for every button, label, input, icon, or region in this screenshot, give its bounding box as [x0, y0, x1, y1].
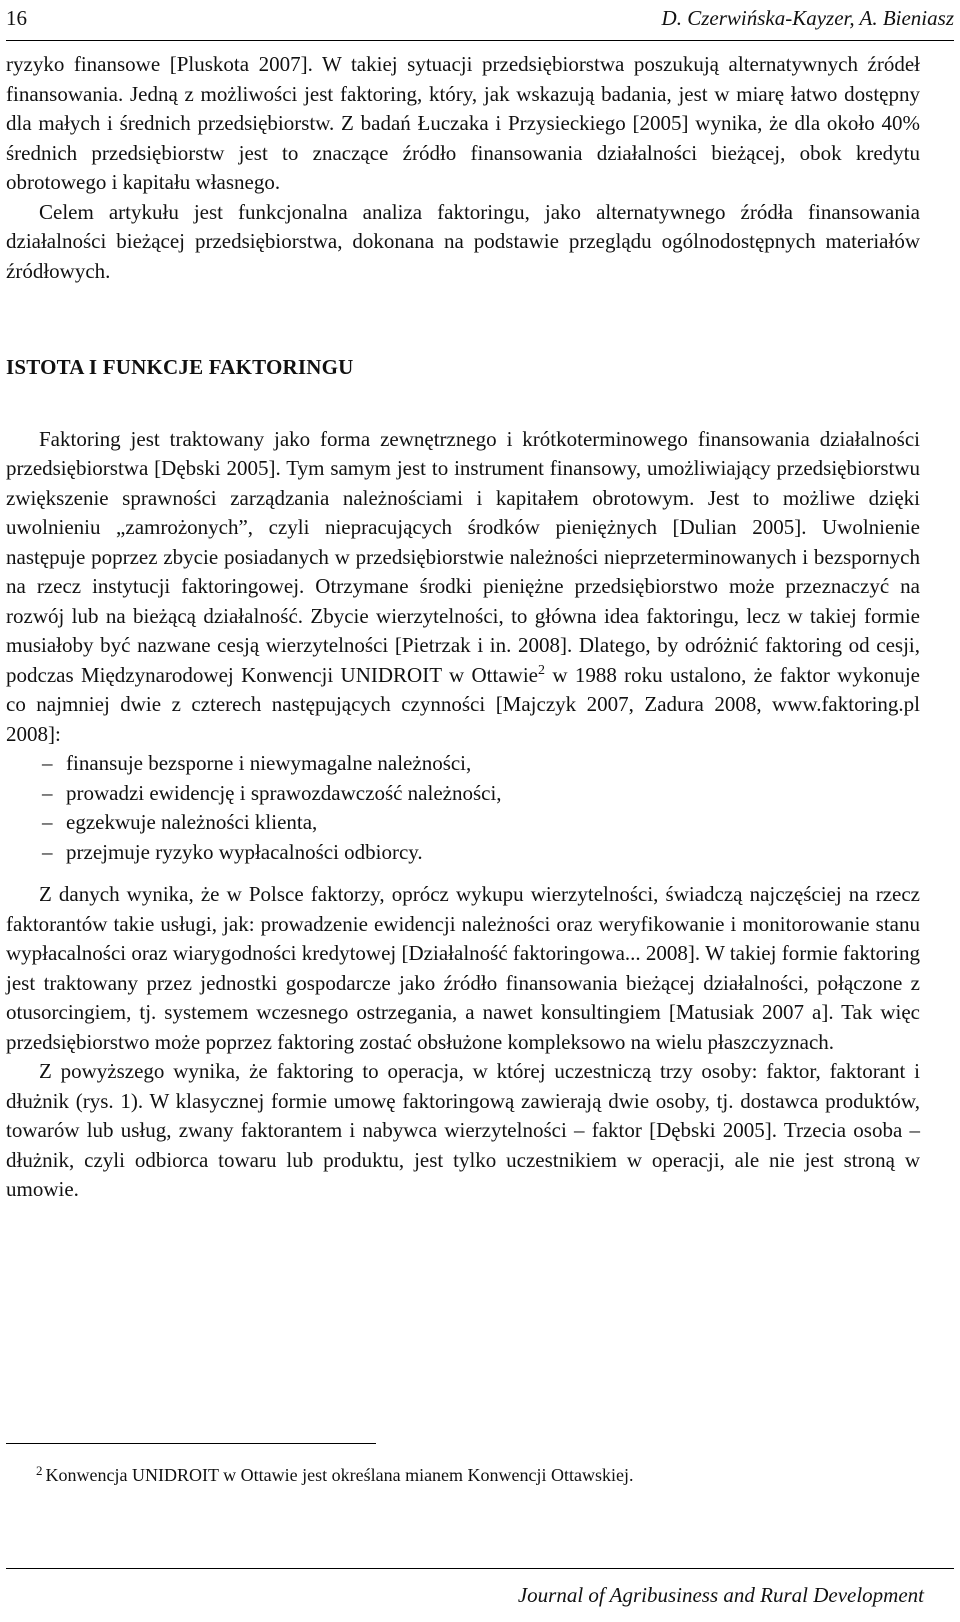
- list-item-text: egzekwuje należności klienta,: [66, 810, 318, 834]
- dash-bullet: –: [42, 780, 53, 805]
- list-item: [6, 779, 920, 809]
- list-item-text: przejmuje ryzyko wypłacalności odbiorcy.: [66, 839, 423, 864]
- footer-divider: [6, 1568, 954, 1569]
- list-item-text: finansuje bezsporne i niewymagalne należności,: [66, 751, 472, 775]
- section-heading: ISTOTA I FUNKCJE FAKTORINGU: [6, 355, 354, 379]
- main-text: [6, 50, 920, 1205]
- footnote-marker: 2: [36, 1463, 43, 1478]
- journal-footer: Journal of Agribusiness and Rural Development: [517, 1583, 924, 1607]
- paragraph: [6, 425, 920, 750]
- paragraph: Z danych wynika, że w Polsce faktorzy, oprócz wykupu wierzytelności, świadczą najczęściej na rzecz faktorantów takie usługi, jak: prowadzenie ewidencji należności oraz weryfikowanie i monitorowanie stanu wypłacalności oraz wiarygodności kredytowej [Działalność faktoringowa... 2008]. W takiej formie faktoring jest traktowany przez jednostki gospodarcze jako źródło finansowania bieżącej działalności, połączone z otusorcingiem, tj. systemem wczesnego ostrzegania, a nawet konsultingiem [Matusiak 2007 a]. Tak więc przedsiębiorstwo może poprzez faktoring zostać obsłużone kompleksowo na wielu płaszczyznach.: [6, 882, 920, 1054]
- list-item: [6, 808, 920, 838]
- page-number: 16: [6, 6, 27, 30]
- footnote-text: Konwencja UNIDROIT w Ottawie jest określana mianem Konwencji Ottawskiej.: [45, 1465, 634, 1485]
- dash-bullet: –: [42, 810, 53, 834]
- running-title: D. Czerwińska-Kayzer, A. Bieniasz: [661, 6, 954, 30]
- list-item: [6, 749, 920, 779]
- list-item-text: prowadzi ewidencję i sprawozdawczość należności,: [66, 780, 502, 805]
- running-header: [6, 0, 954, 41]
- paragraph: Celem artykułu jest funkcjonalna analiza faktoringu, jako alternatywnego źródła finansowania działalności bieżącej przedsiębiorstwa, dokonana na podstawie przeglądu ogólnodostępnych materiałów źródłowych.: [6, 199, 920, 283]
- footnote-reference[interactable]: 2: [537, 662, 545, 678]
- footnote-divider: [6, 1443, 376, 1444]
- paragraph-text: w 1988 roku ustalono, że faktor wykonuje co najmniej dwie z czterech następujących czynności [Majczyk 2007, Zadura 2008, www.faktoring.pl 2008]:: [6, 662, 920, 746]
- function-list: [6, 749, 920, 867]
- paragraph-text: Faktoring jest traktowany jako forma zewnętrznego i krótkoterminowego finansowania działalności przedsiębiorstwa [Dębski 2005]. Tym samym jest to instrument finansowy, umożliwiający przedsiębiorstwu zwiększenie sprawności zarządzania należnościami i kapitałem obrotowym. Jest to możliwe dzięki uwolnieniu „zamrożonych”, czyli niepracujących środków pieniężnych [Dulian 2005]. Uwolnienie następuje poprzez zbycie posiadanych w przedsiębiorstwie należności nieprzeterminowanych i bezspornych na rzecz instytucji faktoringowej. Otrzymane środki pieniężne przedsiębiorstwo może przeznaczyć na rozwój lub na bieżącą działalność. Zbycie wierzytelności, to główna idea faktoringu, lecz w takiej formie musiałoby być nazwane cesją wierzytelności [Pietrzak i in. 2008]. Dlatego, by odróżnić faktoring od cesji, podczas Międzynarodowej Konwencji UNIDROIT w Ottawie: [6, 426, 920, 687]
- list-item: [6, 838, 920, 868]
- dash-bullet: –: [42, 839, 53, 864]
- footnote: [36, 1460, 634, 1486]
- dash-bullet: –: [42, 751, 53, 775]
- paragraph: ryzyko finansowe [Pluskota 2007]. W takiej sytuacji przedsiębiorstwa poszukują alternatywnych źródeł finansowania. Jedną z możliwości jest faktoring, który, jak wskazują badania, jest w miarę łatwo dostępny dla małych i średnich przedsiębiorstw. Z badań Łuczaka i Przysieckiego [2005] wynika, że dla około 40% średnich przedsiębiorstw jest to znaczące źródło finansowania działalności bieżącej, obok kredytu obrotowego i kapitału własnego.: [6, 52, 920, 194]
- paragraph: Z powyższego wynika, że faktoring to operacja, w której uczestniczą trzy osoby: faktor, faktorant i dłużnik (rys. 1). W klasycznej formie umowę faktoringową zawierają dwie osoby, tj. dostawca produktów, towarów lub usług, zwany faktorantem i nabywca wierzytelności – faktor [Dębski 2005]. Trzecia osoba – dłużnik, czyli odbiorca towaru lub produktu, jest tylko uczestnikiem w operacji, ale nie jest stroną w umowie.: [6, 1059, 920, 1201]
